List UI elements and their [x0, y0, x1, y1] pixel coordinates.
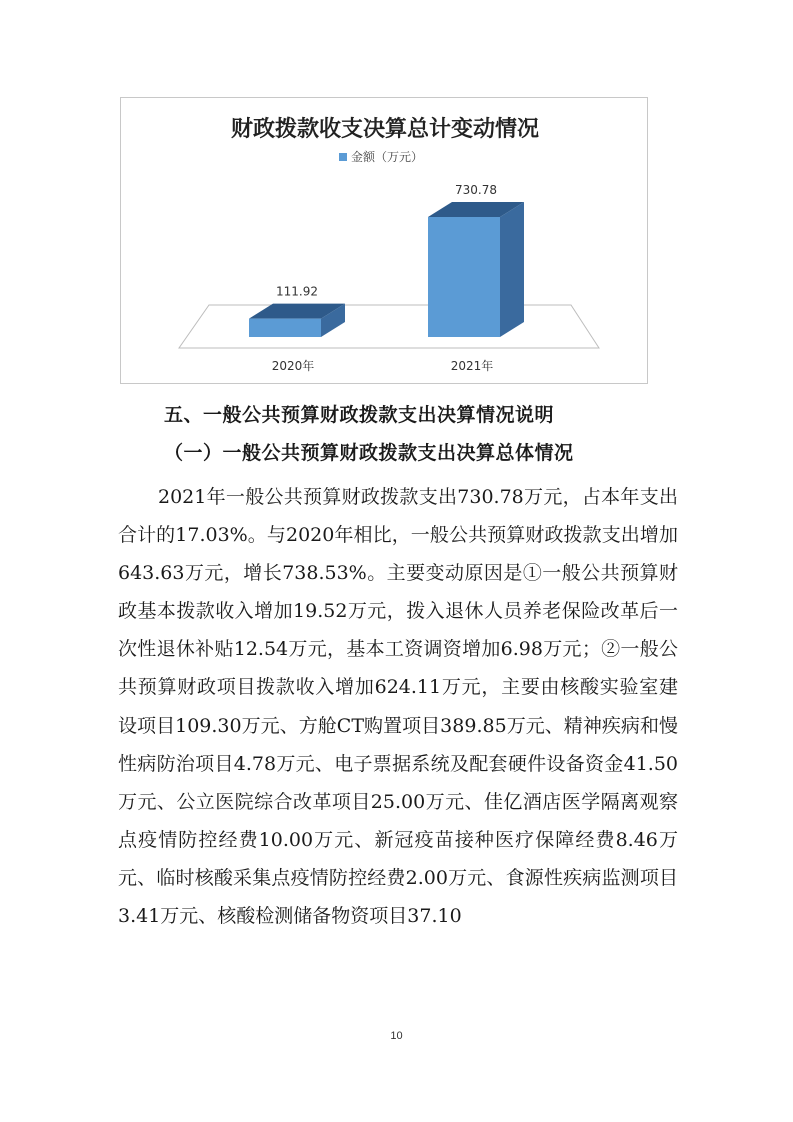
category-label-1: 2021年 [450, 359, 494, 373]
chart-floor [179, 305, 599, 348]
legend-swatch [339, 153, 347, 161]
body-text [118, 478, 678, 935]
data-label-0: 111.92 [276, 284, 318, 299]
legend-label: 金额（万元） [351, 150, 424, 164]
bar-1 [428, 217, 500, 337]
category-label-0: 2020年 [271, 359, 315, 373]
bar-0 [249, 319, 321, 337]
section-heading: 五、一般公共预算财政拨款支出决算情况说明 [164, 404, 555, 426]
chart-frame [120, 97, 648, 384]
body-paragraph: 2021年一般公共预算财政拨款支出730.78万元，占本年支出合计的17.03%。与2020年相比，一般公共预算财政拨款支出增加643.63万元，增长738.53%。主要变动原因是①一般公共预算财政基本拨款收入增加19.52万元，拨入退休人员养老保险改革后一次性退休补贴12.54万元，基本工资调资增加6.98万元；②一般公共预算财政项目拨款收入增加624.11万元，主要由核酸实验室建设项目109.30万元、方舱CT购置项目389.85万元、精神疾病和慢性病防治项目4.78万元、电子票据系统及配套硬件设备资金41.50万元、公立医院综合改革项目25.00万元、佳亿酒店医学隔离观察点疫情防控经费10.00万元、新冠疫苗接种医疗保障经费8.46万元、临时核酸采集点疫情防控经费2.00万元、食源性疾病监测项目3.41万元、核酸检测储备物资项目37.10 [118, 486, 678, 928]
page-number: 10 [390, 1030, 403, 1042]
chart-plot-area [179, 183, 599, 373]
chart-title: 财政拨款收支决算总计变动情况 [230, 117, 540, 142]
subsection-heading: （一）一般公共预算财政拨款支出决算总体情况 [164, 442, 574, 464]
bar-side-1 [500, 202, 524, 337]
data-label-1: 730.78 [455, 183, 497, 197]
bar-chart [121, 98, 649, 385]
